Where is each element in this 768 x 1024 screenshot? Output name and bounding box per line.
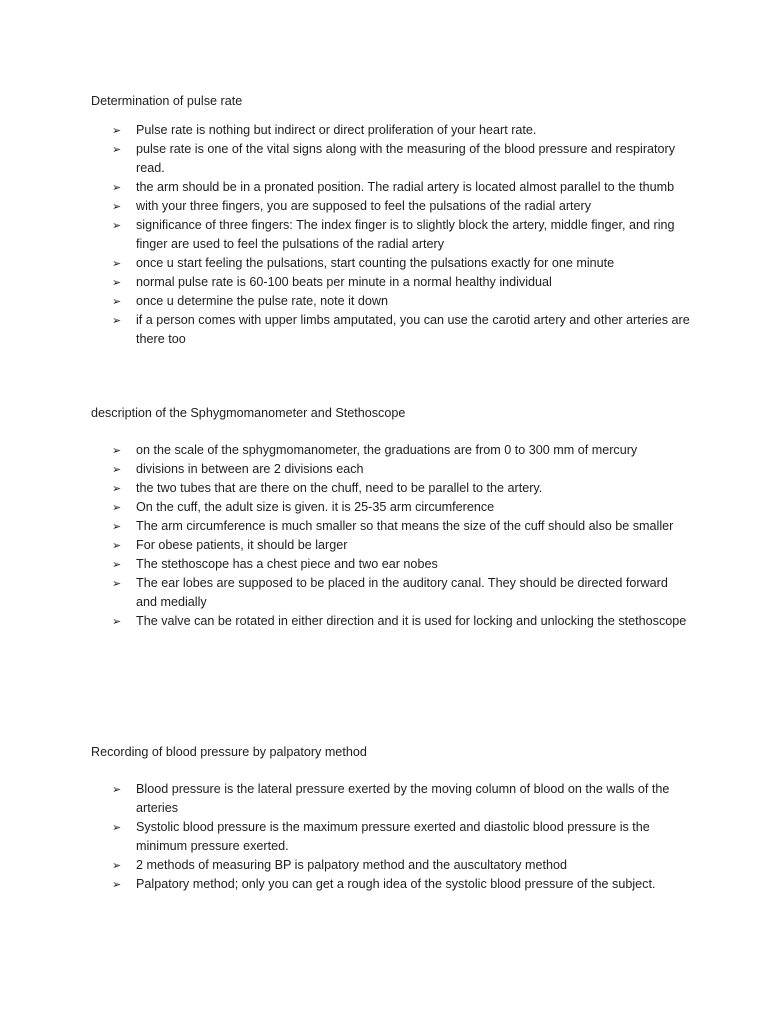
list-item [91,178,691,197]
list-item [91,311,691,349]
arrowhead-bullet-icon: ➢ [112,821,122,834]
list-item-text: Systolic blood pressure is the maximum pressure exerted and diastolic blood pressure is the minimum pressure exerted. [136,820,650,853]
list-item [91,121,691,140]
arrowhead-bullet-icon: ➢ [112,276,122,289]
list-item-text: the two tubes that are there on the chuff, need to be parallel to the artery. [136,481,543,495]
bullet-list [91,441,691,631]
arrowhead-bullet-icon: ➢ [112,257,122,270]
arrowhead-bullet-icon: ➢ [112,501,122,514]
arrowhead-bullet-icon: ➢ [112,124,122,137]
list-item-text: 2 methods of measuring BP is palpatory method and the auscultatory method [136,858,568,872]
section-sphygmomanometer [91,404,691,631]
list-item [91,555,691,574]
list-item-text: For obese patients, it should be larger [136,538,348,552]
bullet-list [91,780,691,894]
list-item [91,536,691,555]
arrowhead-bullet-icon: ➢ [112,783,122,796]
list-item [91,216,691,254]
arrowhead-bullet-icon: ➢ [112,520,122,533]
arrowhead-bullet-icon: ➢ [112,444,122,457]
list-item [91,780,691,818]
bullet-list [91,121,691,349]
list-item [91,441,691,460]
section-palpatory-method [91,743,691,894]
list-item-text: The arm circumference is much smaller so that means the size of the cuff should also be smaller [136,519,674,533]
list-item [91,197,691,216]
list-item-text: on the scale of the sphygmomanometer, the graduations are from 0 to 300 mm of mercury [136,443,638,457]
list-item-text: significance of three fingers: The index finger is to slightly block the artery, middle finger, and ring finger are used to feel the pulsations of the radial artery [136,218,675,251]
list-item-text: The stethoscope has a chest piece and two ear nobes [136,557,438,571]
arrowhead-bullet-icon: ➢ [112,482,122,495]
list-item-text: once u determine the pulse rate, note it down [136,294,389,308]
list-item-text: once u start feeling the pulsations, start counting the pulsations exactly for one minute [136,256,615,270]
arrowhead-bullet-icon: ➢ [112,200,122,213]
list-item [91,273,691,292]
list-item-text: pulse rate is one of the vital signs along with the measuring of the blood pressure and respiratory read. [136,142,676,175]
list-item-text: normal pulse rate is 60-100 beats per minute in a normal healthy individual [136,275,552,289]
section-heading: description of the Sphygmomanometer and Stethoscope [91,406,406,420]
section-heading: Recording of blood pressure by palpatory method [91,745,367,759]
list-item [91,479,691,498]
arrowhead-bullet-icon: ➢ [112,539,122,552]
list-item-text: On the cuff, the adult size is given. it is 25-35 arm circumference [136,500,495,514]
list-item [91,856,691,875]
arrowhead-bullet-icon: ➢ [112,577,122,590]
list-item-text: Pulse rate is nothing but indirect or direct proliferation of your heart rate. [136,123,537,137]
arrowhead-bullet-icon: ➢ [112,558,122,571]
section-heading: Determination of pulse rate [91,94,243,108]
arrowhead-bullet-icon: ➢ [112,295,122,308]
arrowhead-bullet-icon: ➢ [112,314,122,327]
arrowhead-bullet-icon: ➢ [112,615,122,628]
arrowhead-bullet-icon: ➢ [112,463,122,476]
list-item [91,574,691,612]
list-item [91,292,691,311]
list-item-text: The ear lobes are supposed to be placed in the auditory canal. They should be directed forward and medially [136,576,668,609]
list-item-text: if a person comes with upper limbs amputated, you can use the carotid artery and other arteries are there too [136,313,690,346]
arrowhead-bullet-icon: ➢ [112,219,122,232]
list-item [91,875,691,894]
list-item [91,517,691,536]
list-item [91,612,691,631]
list-item [91,818,691,856]
list-item-text: Palpatory method; only you can get a rough idea of the systolic blood pressure of the subject. [136,877,656,891]
list-item-text: divisions in between are 2 divisions each [136,462,364,476]
list-item-text: The valve can be rotated in either direction and it is used for locking and unlocking the stethoscope [136,614,687,628]
list-item [91,498,691,517]
arrowhead-bullet-icon: ➢ [112,181,122,194]
arrowhead-bullet-icon: ➢ [112,859,122,872]
list-item [91,140,691,178]
arrowhead-bullet-icon: ➢ [112,878,122,891]
list-item-text: with your three fingers, you are supposed to feel the pulsations of the radial artery [136,199,592,213]
list-item [91,254,691,273]
list-item-text: Blood pressure is the lateral pressure exerted by the moving column of blood on the walls of the arteries [136,782,670,815]
list-item [91,460,691,479]
section-pulse-rate [91,92,691,349]
arrowhead-bullet-icon: ➢ [112,143,122,156]
list-item-text: the arm should be in a pronated position. The radial artery is located almost parallel to the thumb [136,180,675,194]
